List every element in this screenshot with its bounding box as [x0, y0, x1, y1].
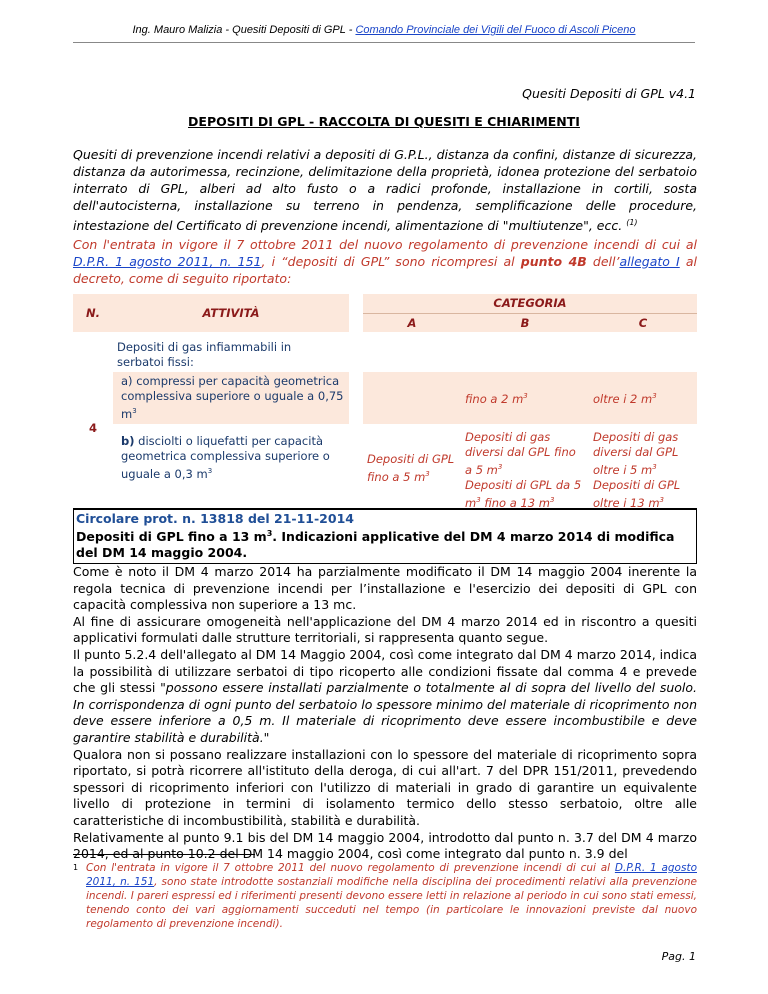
body-quote: "possono essere installati parzialmente o totalmente al di sopra del livello del suolo. In corrispondenza di ogni punto del serbatoio lo spessore minimo del materiale di ricoprimento non deve essere inferiore a 0,5 m. Il materiale di ricoprimento deve essere incombustibile e deve garantire stabilità e durabilità." [73, 680, 698, 745]
body-text [73, 564, 697, 863]
header-link[interactable]: Comando Provinciale dei Vigili del Fuoco di Ascoli Piceno [355, 24, 636, 36]
allegato-link[interactable]: allegato I [619, 254, 680, 269]
footnote-text-part: , sono state introdotte sostanziali modifiche nella disciplina dei procedimenti relativi alla prevenzione incendi. I pareri espressi ed i riferimenti presenti devono essere letti in relazione al periodo in cui sono stati emessi, tenendo conto dei vari aggiornamenti succeduti nel tempo (in particolare le innovazioni previste dal nuovo regolamento di prevenzione incendi). [86, 876, 697, 930]
body-paragraph [73, 647, 697, 747]
document-version: Quesiti Depositi di GPL v4.1 [522, 86, 696, 101]
activity-number: 4 [88, 421, 97, 436]
col-activity-header: ATTIVITÀ [113, 294, 349, 332]
cat-a-row-b [363, 424, 461, 513]
table-row [73, 372, 697, 424]
body-paragraph: Come è noto il DM 4 marzo 2014 ha parzialmente modificato il DM 14 maggio 2004 inerente la regola tecnica di prevenzione incendi per l’installazione e l'esercizio dei depositi di GPL con capacità complessiva non superiore a 13 mc. [73, 564, 697, 613]
intro-text: Quesiti di prevenzione incendi relativi a depositi di G.P.L., distanza da confini, distanze di sicurezza, distanza da autorimessa, recinzione, delimitazione della proprietà, idonea protezione del serbatoio interrato di GPL, alberi ad alto fusto o a radici profonde, installazione in cortili, sosta dell'autocisterna, installazione su terreno in pendenza, semplificazione delle procedure, intestazione del Certificato di prevenzione incendi, alimentazione di "multiutenze", ecc. [73, 147, 697, 234]
header-divider [73, 42, 695, 43]
col-n-header: N. [73, 294, 113, 332]
unit-exponent: 3 [266, 529, 273, 538]
intro-paragraph [73, 146, 697, 234]
activity-sub-b [113, 424, 349, 513]
cat-c-row-b [589, 424, 697, 513]
col-c-header: C [589, 313, 697, 332]
cat-b-row-b-text3: fino a 13 m [480, 495, 550, 510]
cat-c-row-b-text2: Depositi di GPL oltre i 13 m [593, 477, 681, 510]
body-paragraph: Qualora non si possano realizzare installazioni con lo spessore del materiale di ricoprimento sopra riportato, si potrà ricorrere all'istituto della deroga, di cui all'art. 7 del DPR 151/2011, prevedendo spessori di ricoprimento inferiori con l'utilizzo di materiali in grado di garantire un equivalente livello di protezione in termini di isolamento termico dello stesso serbatoio, oltre alle caratteristiche di incombustibilità, stabilità e durabilità. [73, 746, 697, 828]
unit-exponent: 3 [549, 495, 555, 504]
col-a-header: A [363, 313, 461, 332]
page-title: DEPOSITI DI GPL - RACCOLTA DI QUESITI E CHIARIMENTI [188, 114, 580, 129]
table-header-row [73, 294, 697, 313]
page-number: Pag. 1 [661, 950, 696, 963]
category-table [73, 294, 697, 512]
cat-b-row-a [461, 372, 589, 424]
circolare-subtitle [74, 526, 696, 563]
unit-exponent: 3 [425, 469, 430, 478]
footnote-text [86, 861, 697, 931]
body-paragraph-text: Il punto 5.2.4 dell'allegato al DM 14 Maggio 2004, così come integrato dal DM 4 marzo 2014, indica la possibilità di utilizzare serbatoi di tipo ricoperto alle condizioni fissate dal comma 4 e prevede che gli stessi [73, 646, 697, 696]
cat-c-row-a-text: oltre i 2 m [593, 391, 653, 406]
regulation-text: Con l'entrata in vigore il 7 ottobre 2011 del nuovo regolamento di prevenzione incendi di cui al [73, 237, 697, 252]
col-b-header: B [461, 313, 589, 332]
unit-exponent: 3 [132, 407, 137, 415]
unit-exponent: 3 [207, 466, 213, 475]
table-row [73, 332, 697, 372]
running-header [0, 24, 768, 36]
activity-sub-a-text: a) compressi per capacità geometrica complessiva superiore o uguale a 0,75 m [121, 374, 344, 421]
regulation-text: al decreto, come di seguito riportato: [73, 254, 697, 286]
cat-c-row-b-text: Depositi di gas diversi dal GPL oltre i 5 m [593, 429, 679, 477]
cat-c-row-a [589, 372, 697, 424]
activity-sub-a [113, 372, 349, 424]
cat-b-row-b [461, 424, 589, 513]
activity-description: Depositi di gas infiammabili in serbatoi fissi: [117, 340, 292, 369]
cat-a-row-b-text: Depositi di GPL fino a 5 m [367, 451, 455, 484]
regulation-text: , i “depositi di GPL” sono ricompresi al [261, 254, 521, 269]
unit-exponent: 3 [476, 495, 481, 504]
table-row [73, 424, 697, 513]
unit-exponent: 3 [523, 392, 528, 400]
unit-exponent: 3 [659, 495, 665, 504]
cat-b-row-a-text: fino a 2 m [465, 391, 524, 406]
activity-sub-b-label: b) [121, 433, 135, 448]
circolare-subtitle-text2: . Indicazioni applicative del DM 4 marzo 2014 di modifica del DM 14 maggio 2004. [76, 529, 675, 561]
unit-exponent: 3 [497, 462, 503, 471]
dpr-link[interactable]: D.P.R. 1 agosto 2011, n. 151 [73, 254, 262, 269]
cat-b-row-b-text2: Depositi di GPL da 5 m [465, 477, 582, 510]
footnote [73, 861, 697, 931]
cat-a-row-a [363, 372, 461, 424]
footnote-dpr-link[interactable]: D.P.R. 1 agosto 2011, n. 151 [86, 862, 697, 888]
cat-b-row-b-text: Depositi di gas diversi dal GPL fino a 5 m [465, 429, 576, 477]
body-paragraph: Al fine di assicurare omogeneità nell'applicazione del DM 4 marzo 2014 ed in riscontro a quesiti applicativi formulati dalle strutture territoriali, si rappresenta quanto segue. [73, 613, 697, 646]
footnote-divider [73, 854, 255, 855]
body-paragraph: Relativamente al punto 9.1 bis del DM 14 maggio 2004, introdotto dal punto n. 3.7 del DM 4 marzo 2014, ed al punto 10.2 del DM 14 maggio 2004, così come integrato dal punto n. 3.9 del [73, 829, 697, 862]
activity-sub-b-text: disciolti o liquefatti per capacità geometrica complessiva superiore o uguale a 0,3 m [121, 433, 330, 481]
running-header-text: Ing. Mauro Malizia - Quesiti Depositi di GPL - [132, 24, 356, 36]
unit-exponent: 3 [652, 392, 657, 400]
footnote-ref[interactable]: (1) [626, 218, 638, 227]
footnote-text-part: Con l'entrata in vigore il 7 ottobre 2011 del nuovo regolamento di prevenzione incendi di cui al [86, 862, 615, 874]
circolare-title: Circolare prot. n. 13818 del 21-11-2014 [76, 511, 354, 526]
footnote-marker: 1 [73, 863, 79, 872]
unit-exponent: 3 [652, 462, 657, 471]
regulation-text: dell’ [586, 254, 620, 269]
circolare-subtitle-text: Depositi di GPL fino a 13 m [76, 529, 267, 545]
circolare-box [73, 508, 697, 564]
regulation-bold: punto 4B [520, 254, 587, 269]
col-category-header: CATEGORIA [363, 294, 697, 313]
regulation-paragraph [73, 236, 697, 287]
